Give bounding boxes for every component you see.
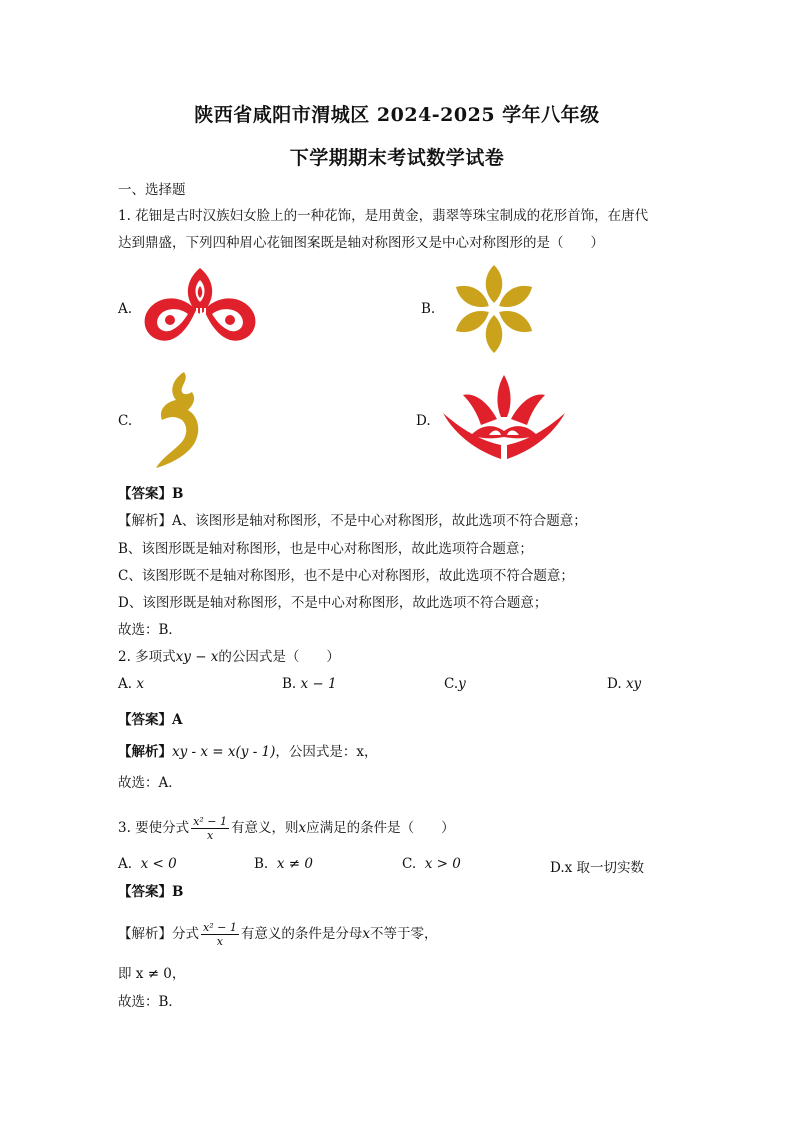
q2-answer: 【答案】A <box>118 712 183 728</box>
q1-text-line1: 1. 花钿是古时汉族妇女脸上的一种花饰，是用黄金，翡翠等珠宝制成的花形首饰，在唐代 <box>118 208 649 224</box>
q3-text: 3. 要使分式 $\frac{\text{x² − 1}}{x}$ 有意义，则x应满足的条件是（ ） <box>118 815 455 842</box>
lotus-red-icon <box>441 373 567 461</box>
q3-option-b: B. x ≠ 0 <box>254 856 313 872</box>
q3-fraction: $\frac{\text{x² − 1}}{x}$ <box>193 815 227 842</box>
q2-analysis: 【解析】xy - x = x(y - 1)，公因式是：x， <box>118 744 378 760</box>
q1-analysis-line2: B、该图形既是轴对称图形，也是中心对称图形，故此选项符合题意； <box>118 541 533 557</box>
q2-suffix: 的公因式是（ ） <box>218 649 340 665</box>
q3-option-d: D.x 取一切实数 <box>550 860 645 876</box>
q1-conclusion: 故选：B． <box>118 622 182 638</box>
q2-option-b: B. x − 1 <box>282 676 337 692</box>
q2-conclusion: 故选：A． <box>118 775 182 791</box>
q1-option-d-label: D. <box>416 413 431 429</box>
q2-option-c: C.y <box>444 676 466 692</box>
q1-answer: 【答案】B <box>118 486 184 502</box>
q3-option-a: A. x < 0 <box>118 856 177 872</box>
q3-conclusion: 故选：B． <box>118 994 182 1010</box>
q1-text-line2: 达到鼎盛，下列四种眉心花钿图案既是轴对称图形又是中心对称图形的是（ ） <box>118 235 604 251</box>
q2-text <box>118 648 340 666</box>
q2-option-a: A. x <box>118 676 144 692</box>
page-title-line1: 陕西省咸阳市渭城区 2024-2025 学年八年级 <box>194 104 600 126</box>
q2-expression: xy − x <box>175 649 219 665</box>
q3-analysis: 【解析】分式 $\frac{\text{x² − 1}}{x}$ 有意义的条件是分母x不等于零， <box>118 921 438 948</box>
flower-gold-icon <box>443 264 545 354</box>
q1-option-c-label: C. <box>118 413 133 429</box>
q3-option-c: C. x > 0 <box>402 856 461 872</box>
swirl-gold-icon <box>152 370 204 470</box>
q3-analysis-line2: 即 x ≠ 0， <box>118 966 186 982</box>
q1-analysis-line3: C、该图形既不是轴对称图形，也不是中心对称图形，故此选项不符合题意； <box>118 568 574 584</box>
q1-option-a-label: A. <box>118 301 133 317</box>
flower-red-icon <box>140 262 260 350</box>
q3-answer: 【答案】B <box>118 884 184 900</box>
q3-analysis-fraction: $\frac{\text{x² − 1}}{x}$ <box>203 921 237 948</box>
q2-factored-expression: xy - x = x(y - 1) <box>172 744 276 760</box>
q1-analysis-line4: D、该图形既是轴对称图形，不是中心对称图形，故此选项不符合题意； <box>118 595 548 611</box>
q2-prefix: 2. 多项式 <box>118 649 176 665</box>
q1-option-b-label: B. <box>421 301 436 317</box>
q2-option-d: D. xy <box>607 676 642 692</box>
page-title-line2: 下学期期末考试数学试卷 <box>289 147 505 169</box>
q1-analysis-line1: 【解析】A、该图形是轴对称图形，不是中心对称图形，故此选项不符合题意； <box>118 513 587 529</box>
section-heading: 一、选择题 <box>118 182 186 198</box>
